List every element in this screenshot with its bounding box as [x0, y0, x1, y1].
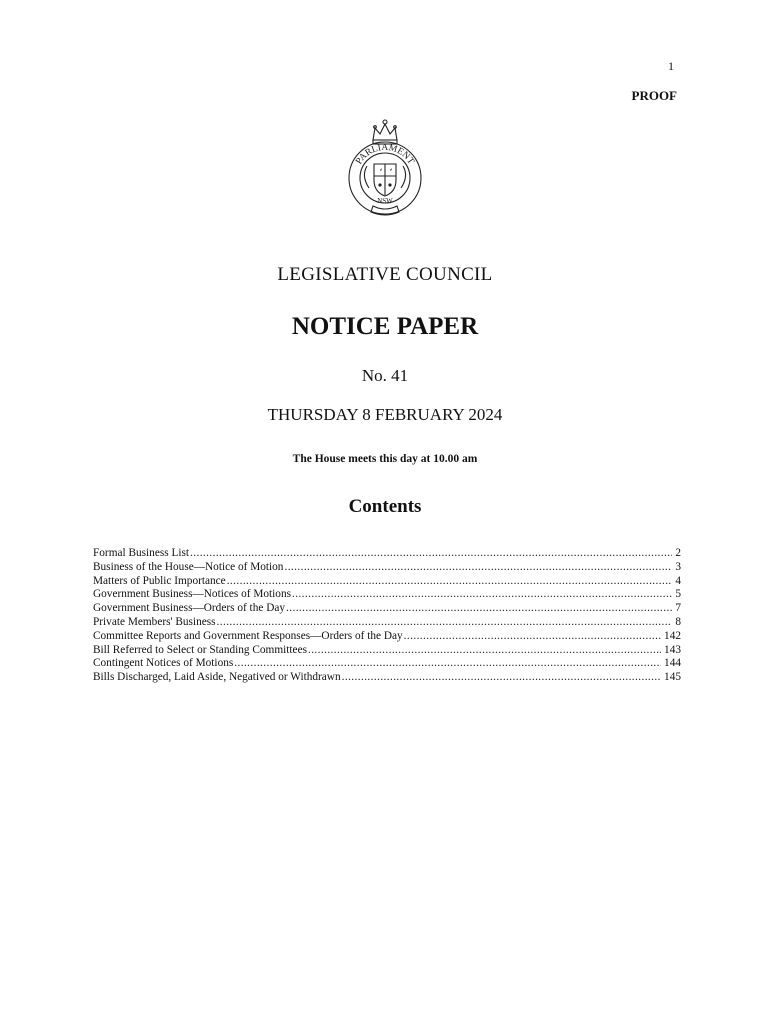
toc-entry[interactable] [93, 547, 681, 561]
toc-leader-dots [234, 657, 661, 671]
toc-entry-label: Bill Referred to Select or Standing Committees [93, 643, 307, 656]
toc-entry-label: Government Business—Notices of Motions [93, 588, 291, 601]
table-of-contents [93, 547, 681, 685]
toc-entry-label: Business of the House—Notice of Motion [93, 560, 284, 573]
parliament-nsw-crest-logo [343, 116, 427, 220]
toc-entry[interactable] [93, 671, 681, 685]
proof-label: PROOF [631, 88, 677, 103]
toc-entry[interactable] [93, 657, 681, 671]
document-title: NOTICE PAPER [291, 313, 479, 340]
toc-entry[interactable] [93, 588, 681, 602]
toc-entry-page: 142 [664, 629, 681, 642]
toc-entry-page: 5 [675, 588, 681, 601]
toc-entry-page: 4 [675, 574, 681, 587]
page-number: 1 [668, 59, 674, 73]
toc-entry[interactable] [93, 561, 681, 575]
council-name: LEGISLATIVE COUNCIL [277, 264, 493, 285]
toc-leader-dots [308, 644, 661, 658]
toc-entry-label: Formal Business List [93, 547, 190, 559]
toc-leader-dots [227, 575, 673, 589]
contents-heading: Contents [348, 496, 422, 517]
toc-entry[interactable] [93, 575, 681, 589]
toc-entry[interactable] [93, 602, 681, 616]
toc-entry[interactable] [93, 630, 681, 644]
toc-entry[interactable] [93, 616, 681, 630]
toc-entry-page: 2 [675, 547, 681, 559]
toc-leader-dots [286, 602, 672, 616]
toc-leader-dots [404, 630, 661, 644]
toc-entry-label: Bills Discharged, Laid Aside, Negatived or Withdrawn [93, 671, 341, 684]
crest-upper-text: PARLIAMENT [354, 142, 416, 167]
toc-entry-label: Private Members' Business [93, 615, 216, 628]
toc-leader-dots [190, 547, 672, 561]
meeting-time-note: The House meets this day at 10.00 am [292, 453, 478, 465]
toc-leader-dots [292, 588, 672, 602]
toc-entry-page: 143 [664, 643, 681, 656]
toc-entry-page: 145 [664, 671, 681, 684]
toc-entry-label: Committee Reports and Government Responses—Orders of the Day [93, 629, 403, 642]
paper-number: No. 41 [361, 366, 409, 385]
toc-entry-label: Government Business—Orders of the Day [93, 602, 286, 615]
toc-entry-page: 8 [675, 615, 681, 628]
toc-leader-dots [284, 561, 672, 575]
toc-entry-page: 3 [675, 560, 681, 573]
crest-lower-text: NSW [377, 197, 393, 205]
toc-entry-page: 144 [664, 657, 681, 670]
sitting-date: THURSDAY 8 FEBRUARY 2024 [267, 405, 503, 424]
toc-leader-dots [342, 671, 661, 685]
toc-entry-label: Matters of Public Importance [93, 574, 226, 587]
toc-entry-label: Contingent Notices of Motions [93, 657, 234, 670]
toc-entry-page: 7 [675, 602, 681, 615]
toc-entry[interactable] [93, 644, 681, 658]
toc-leader-dots [217, 616, 673, 630]
